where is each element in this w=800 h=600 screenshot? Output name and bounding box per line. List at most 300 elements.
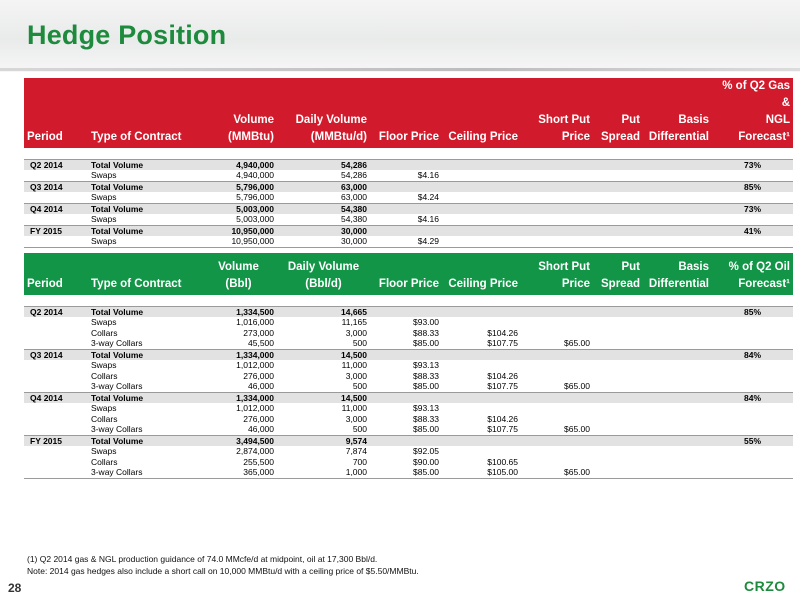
cell-floor-price: $93.00 [413, 317, 439, 327]
cell-basis-differential [643, 170, 712, 181]
cell-ceiling-price [442, 360, 521, 371]
table-row [24, 192, 793, 203]
cell-contract-type: Total Volume [88, 181, 200, 192]
cell-put-spread [593, 360, 643, 371]
cell-ceiling-price: $107.75 [487, 424, 518, 434]
cell-put-spread [593, 317, 643, 328]
cell-basis-differential [643, 338, 712, 349]
cell-basis-differential [643, 159, 712, 170]
cell-forecast-pct [712, 192, 793, 203]
table-row [24, 360, 793, 371]
cell-period: Q3 2014 [24, 349, 88, 360]
cell-ceiling-price [442, 159, 521, 170]
cell-floor-price: $85.00 [370, 467, 442, 478]
footnote-note: Note: 2014 gas hedges also include a short call on 10,000 MMBtu/d with a ceiling price of $5.50/MMBtu. [27, 566, 419, 576]
table-row [24, 381, 793, 392]
cell-daily-volume: 3,000 [345, 327, 367, 338]
cell-ceiling-price [442, 306, 521, 317]
cell-volume: 4,940,000 [200, 159, 277, 170]
cell-basis-differential [643, 392, 712, 403]
table-row [24, 414, 793, 425]
cell-contract-type: 3-way Collars [88, 467, 200, 478]
cell-period: Q2 2014 [24, 306, 88, 317]
header-gap-row [24, 295, 793, 306]
cell-basis-differential [643, 403, 712, 414]
cell-daily-volume: 30,000 [277, 225, 370, 236]
cell-basis-differential [643, 414, 712, 425]
cell-short-put-price: $65.00 [564, 424, 590, 434]
col-header-volume: Volume (Bbl) [200, 253, 277, 295]
cell-volume: 1,012,000 [236, 360, 274, 370]
cell-volume: 1,334,500 [200, 306, 277, 317]
total-row [24, 435, 793, 446]
oil-table-body [24, 295, 793, 478]
col-header-period: Period [24, 253, 88, 295]
cell-contract-type: Collars [91, 456, 118, 467]
col-header-period: Period [24, 78, 88, 148]
cell-basis-differential [643, 360, 712, 371]
cell-short-put-price [521, 360, 593, 371]
cell-period [24, 192, 88, 203]
cell-forecast-pct: 84% [712, 349, 793, 360]
cell-put-spread [593, 457, 643, 468]
cell-period: Q4 2014 [24, 392, 88, 403]
cell-floor-price [370, 225, 442, 236]
col-header-daily-volume: Daily Volume (Bbl/d) [277, 253, 370, 295]
cell-forecast-pct [712, 170, 793, 181]
col-header-put-spread: Put Spread [593, 78, 643, 148]
cell-forecast-pct [712, 360, 793, 371]
cell-ceiling-price [442, 203, 521, 214]
cell-forecast-pct: 84% [712, 392, 793, 403]
cell-daily-volume: 54,286 [277, 159, 370, 170]
cell-short-put-price [521, 159, 593, 170]
cell-volume: 1,334,000 [200, 349, 277, 360]
cell-daily-volume: 700 [352, 456, 367, 467]
cell-floor-price [370, 435, 442, 446]
cell-contract-type: Swaps [91, 192, 117, 202]
cell-daily-volume: 500 [352, 381, 367, 391]
cell-ceiling-price: $104.26 [487, 370, 518, 381]
cell-short-put-price [521, 328, 593, 339]
col-header-type: Type of Contract [88, 78, 200, 148]
cell-forecast-pct: 85% [712, 306, 793, 317]
cell-short-put-price [521, 317, 593, 328]
cell-contract-type: Swaps [91, 170, 117, 180]
cell-ceiling-price [442, 236, 521, 247]
cell-period [24, 371, 88, 382]
cell-forecast-pct [712, 446, 793, 457]
cell-ceiling-price: $107.75 [487, 338, 518, 348]
cell-ceiling-price [442, 192, 521, 203]
cell-floor-price: $92.05 [413, 446, 439, 456]
cell-daily-volume: 11,165 [341, 317, 367, 327]
cell-ceiling-price: $107.75 [487, 381, 518, 391]
cell-period: Q2 2014 [24, 159, 88, 170]
col-header-basis-differential: Basis Differential [643, 253, 712, 295]
cell-forecast-pct [712, 236, 793, 247]
cell-put-spread [593, 392, 643, 403]
col-header-type: Type of Contract [88, 253, 200, 295]
cell-period [24, 414, 88, 425]
cell-short-put-price [521, 214, 593, 225]
cell-daily-volume: 63,000 [341, 192, 367, 202]
cell-volume: 365,000 [200, 467, 277, 478]
cell-put-spread [593, 446, 643, 457]
cell-floor-price [370, 306, 442, 317]
cell-put-spread [593, 306, 643, 317]
cell-put-spread [593, 159, 643, 170]
cell-basis-differential [643, 424, 712, 435]
cell-volume: 255,500 [243, 456, 274, 467]
cell-short-put-price: $65.00 [521, 467, 593, 478]
cell-put-spread [593, 349, 643, 360]
cell-ceiling-price: $104.26 [487, 413, 518, 424]
cell-daily-volume: 500 [352, 338, 367, 348]
cell-volume: 5,003,000 [200, 203, 277, 214]
cell-basis-differential [643, 236, 712, 247]
cell-basis-differential [643, 225, 712, 236]
table-row [24, 467, 793, 478]
cell-volume: 5,003,000 [236, 214, 274, 224]
cell-basis-differential [643, 306, 712, 317]
cell-forecast-pct [712, 338, 793, 349]
table-row [24, 170, 793, 181]
page-title: Hedge Position [27, 20, 227, 50]
cell-daily-volume: 1,000 [277, 467, 370, 478]
cell-put-spread [593, 170, 643, 181]
cell-ceiling-price [442, 435, 521, 446]
cell-basis-differential [643, 457, 712, 468]
gas-hedge-table [24, 78, 793, 248]
cell-period [24, 360, 88, 371]
cell-period: Q4 2014 [24, 203, 88, 214]
cell-daily-volume: 11,000 [341, 360, 367, 370]
col-header-basis-differential: Basis Differential [643, 78, 712, 148]
col-header-floor-price: Floor Price [370, 253, 442, 295]
cell-basis-differential [643, 371, 712, 382]
cell-basis-differential [643, 192, 712, 203]
cell-period [24, 467, 88, 478]
cell-contract-type: Swaps [91, 403, 117, 413]
cell-volume: 45,500 [248, 338, 274, 348]
cell-period [24, 381, 88, 392]
cell-period [24, 236, 88, 247]
cell-put-spread [593, 435, 643, 446]
cell-contract-type: Total Volume [88, 225, 200, 236]
cell-put-spread [593, 225, 643, 236]
cell-floor-price: $93.13 [413, 403, 439, 413]
cell-daily-volume: 3,000 [345, 370, 367, 381]
table-row [24, 214, 793, 225]
cell-floor-price [370, 181, 442, 192]
cell-floor-price: $4.16 [417, 214, 439, 224]
cell-floor-price: $90.00 [413, 456, 439, 467]
cell-period [24, 317, 88, 328]
cell-floor-price: $93.13 [413, 360, 439, 370]
cell-daily-volume: 30,000 [277, 236, 370, 247]
cell-volume: 10,950,000 [200, 236, 277, 247]
cell-floor-price [370, 159, 442, 170]
cell-basis-differential [643, 446, 712, 457]
cell-floor-price: $4.29 [370, 236, 442, 247]
total-row [24, 203, 793, 214]
cell-period [24, 338, 88, 349]
cell-volume: 46,000 [248, 424, 274, 434]
cell-forecast-pct [712, 381, 793, 392]
cell-daily-volume: 63,000 [277, 181, 370, 192]
cell-period [24, 170, 88, 181]
cell-put-spread [593, 403, 643, 414]
cell-period: Q3 2014 [24, 181, 88, 192]
cell-period [24, 457, 88, 468]
cell-floor-price: $88.33 [413, 370, 439, 381]
cell-forecast-pct: 73% [712, 203, 793, 214]
cell-contract-type: Swaps [91, 317, 117, 327]
table-row [24, 424, 793, 435]
table-row [24, 317, 793, 328]
cell-basis-differential [643, 203, 712, 214]
cell-daily-volume: 11,000 [341, 403, 367, 413]
cell-short-put-price [521, 181, 593, 192]
cell-ceiling-price [442, 392, 521, 403]
table-row [24, 236, 793, 247]
total-row [24, 181, 793, 192]
cell-floor-price [370, 203, 442, 214]
cell-contract-type: Total Volume [88, 203, 200, 214]
cell-short-put-price [521, 446, 593, 457]
cell-short-put-price [521, 457, 593, 468]
cell-contract-type: Total Volume [88, 392, 200, 403]
gas-table-header [24, 78, 793, 148]
cell-floor-price: $4.24 [417, 192, 439, 202]
cell-short-put-price [521, 371, 593, 382]
cell-daily-volume: 14,500 [277, 349, 370, 360]
cell-forecast-pct [712, 317, 793, 328]
cell-floor-price: $85.00 [413, 381, 439, 391]
cell-period [24, 214, 88, 225]
cell-daily-volume: 500 [352, 424, 367, 434]
cell-floor-price: $85.00 [413, 424, 439, 434]
cell-volume: 276,000 [243, 370, 274, 381]
col-header-volume: Volume (MMBtu) [200, 78, 277, 148]
cell-contract-type: 3-way Collars [91, 338, 143, 348]
cell-put-spread [593, 181, 643, 192]
cell-short-put-price: $65.00 [564, 338, 590, 348]
cell-forecast-pct [712, 371, 793, 382]
cell-volume: 4,940,000 [236, 170, 274, 180]
col-header-forecast: % of Q2 Oil Forecast¹ [712, 253, 793, 295]
cell-volume: 1,012,000 [236, 403, 274, 413]
cell-contract-type: Collars [91, 413, 118, 424]
cell-short-put-price [521, 236, 593, 247]
cell-basis-differential [643, 467, 712, 478]
cell-volume: 2,874,000 [236, 446, 274, 456]
header-divider [0, 68, 800, 71]
cell-put-spread [593, 192, 643, 203]
cell-volume: 1,016,000 [236, 317, 274, 327]
cell-ceiling-price [442, 446, 521, 457]
cell-ceiling-price [442, 317, 521, 328]
header-gap-cell [24, 148, 793, 159]
cell-short-put-price: $65.00 [564, 381, 590, 391]
cell-daily-volume: 54,380 [341, 214, 367, 224]
cell-floor-price [370, 349, 442, 360]
page-number: 28 [8, 581, 22, 595]
cell-contract-type: Total Volume [88, 435, 200, 446]
cell-contract-type: Swaps [91, 360, 117, 370]
cell-volume: 10,950,000 [200, 225, 277, 236]
cell-period [24, 328, 88, 339]
col-header-ceiling-price: Ceiling Price [442, 253, 521, 295]
col-header-put-spread: Put Spread [593, 253, 643, 295]
cell-volume: 276,000 [243, 413, 274, 424]
cell-period: FY 2015 [24, 225, 88, 236]
cell-forecast-pct: 85% [712, 181, 793, 192]
cell-short-put-price [521, 170, 593, 181]
col-header-short-put-price: Short Put Price [521, 78, 593, 148]
cell-ceiling-price [442, 181, 521, 192]
cell-daily-volume: 9,574 [277, 435, 370, 446]
col-header-daily-volume: Daily Volume (MMBtu/d) [277, 78, 370, 148]
cell-daily-volume: 54,380 [277, 203, 370, 214]
cell-contract-type: Swaps [88, 236, 200, 247]
cell-put-spread [593, 236, 643, 247]
cell-put-spread [593, 381, 643, 392]
cell-short-put-price [521, 192, 593, 203]
total-row [24, 225, 793, 236]
total-row [24, 306, 793, 317]
cell-daily-volume: 14,500 [277, 392, 370, 403]
cell-ceiling-price: $100.65 [487, 456, 518, 467]
cell-forecast-pct [712, 328, 793, 339]
cell-contract-type: 3-way Collars [91, 424, 143, 434]
cell-volume: 5,796,000 [236, 192, 274, 202]
cell-volume: 3,494,500 [200, 435, 277, 446]
total-row [24, 159, 793, 170]
cell-contract-type: Total Volume [88, 349, 200, 360]
cell-volume: 273,000 [243, 327, 274, 338]
cell-short-put-price [521, 414, 593, 425]
cell-put-spread [593, 338, 643, 349]
table-row [24, 403, 793, 414]
cell-floor-price: $85.00 [413, 338, 439, 348]
cell-volume: 5,796,000 [200, 181, 277, 192]
cell-ceiling-price: $104.26 [487, 327, 518, 338]
cell-short-put-price [521, 392, 593, 403]
cell-basis-differential [643, 435, 712, 446]
cell-daily-volume: 14,665 [277, 306, 370, 317]
cell-daily-volume: 7,874 [345, 446, 367, 456]
cell-forecast-pct [712, 457, 793, 468]
cell-forecast-pct [712, 403, 793, 414]
cell-put-spread [593, 414, 643, 425]
cell-forecast-pct [712, 424, 793, 435]
cell-forecast-pct [712, 414, 793, 425]
cell-period [24, 424, 88, 435]
col-header-forecast: % of Q2 Gas & NGL Forecast¹ [712, 78, 793, 148]
cell-short-put-price [521, 349, 593, 360]
cell-floor-price: $88.33 [413, 327, 439, 338]
cell-ceiling-price [442, 349, 521, 360]
table-row [24, 446, 793, 457]
cell-contract-type: Total Volume [88, 159, 200, 170]
cell-floor-price [370, 392, 442, 403]
col-header-floor-price: Floor Price [370, 78, 442, 148]
cell-short-put-price [521, 306, 593, 317]
cell-put-spread [593, 203, 643, 214]
cell-put-spread [593, 214, 643, 225]
cell-short-put-price [521, 203, 593, 214]
company-logo: CRZO [744, 578, 786, 594]
cell-put-spread [593, 424, 643, 435]
col-header-ceiling-price: Ceiling Price [442, 78, 521, 148]
cell-short-put-price [521, 225, 593, 236]
cell-short-put-price [521, 435, 593, 446]
cell-basis-differential [643, 317, 712, 328]
cell-basis-differential [643, 349, 712, 360]
table-row [24, 328, 793, 339]
cell-put-spread [593, 371, 643, 382]
col-header-short-put-price: Short Put Price [521, 253, 593, 295]
cell-ceiling-price [442, 170, 521, 181]
cell-volume: 1,334,000 [200, 392, 277, 403]
header-gap-row [24, 148, 793, 159]
cell-contract-type: 3-way Collars [91, 381, 143, 391]
footnote-guidance: (1) Q2 2014 gas & NGL production guidance of 74.0 MMcfe/d at midpoint, oil at 17,300 Bbl/d. [27, 554, 378, 564]
cell-contract-type: Swaps [91, 446, 117, 456]
header-gap-cell [24, 295, 793, 306]
cell-period [24, 446, 88, 457]
total-row [24, 392, 793, 403]
cell-forecast-pct: 55% [712, 435, 793, 446]
cell-short-put-price [521, 403, 593, 414]
oil-hedge-table [24, 253, 793, 479]
cell-ceiling-price [442, 214, 521, 225]
cell-period: FY 2015 [24, 435, 88, 446]
cell-put-spread [593, 328, 643, 339]
cell-floor-price: $4.16 [417, 170, 439, 180]
table-row [24, 338, 793, 349]
cell-basis-differential [643, 381, 712, 392]
total-row [24, 349, 793, 360]
oil-table-header [24, 253, 793, 295]
cell-ceiling-price [442, 225, 521, 236]
cell-contract-type: Swaps [91, 214, 117, 224]
cell-period [24, 403, 88, 414]
cell-contract-type: Collars [91, 327, 118, 338]
cell-contract-type: Total Volume [88, 306, 200, 317]
cell-basis-differential [643, 181, 712, 192]
cell-ceiling-price: $105.00 [442, 467, 521, 478]
cell-basis-differential [643, 328, 712, 339]
cell-daily-volume: 3,000 [345, 413, 367, 424]
gas-table-body [24, 148, 793, 247]
cell-forecast-pct [712, 467, 793, 478]
cell-contract-type: Collars [91, 370, 118, 381]
cell-ceiling-price [442, 403, 521, 414]
cell-put-spread [593, 467, 643, 478]
cell-forecast-pct [712, 214, 793, 225]
table-row [24, 371, 793, 382]
cell-basis-differential [643, 214, 712, 225]
cell-floor-price: $88.33 [413, 413, 439, 424]
footnote [27, 553, 419, 577]
cell-forecast-pct: 41% [712, 225, 793, 236]
cell-forecast-pct: 73% [712, 159, 793, 170]
cell-daily-volume: 54,286 [341, 170, 367, 180]
cell-volume: 46,000 [248, 381, 274, 391]
